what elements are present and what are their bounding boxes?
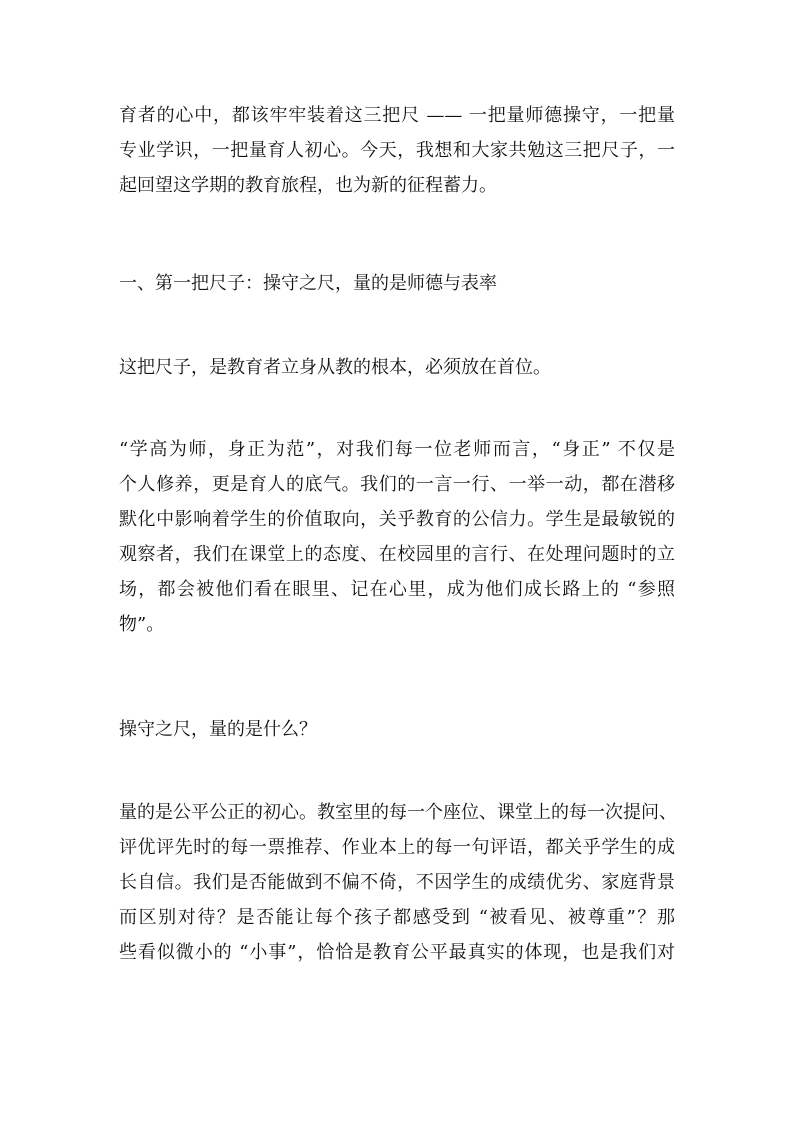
text-line: 些看似微小的 “小事”，恰恰是教育公平最真实的体现，也是我们对	[119, 942, 675, 963]
paragraph-example	[119, 432, 675, 642]
text-line: 育者的心中，都该牢牢装着这三把尺 —— 一把量师德操守，一把量	[119, 105, 675, 126]
section-heading	[119, 266, 675, 301]
text-line: 长自信。我们是否能做到不偏不倚，不因学生的成绩优劣、家庭背景	[119, 872, 675, 893]
text-line: 量的是公平公正的初心。教室里的每一个座位、课堂上的每一次提问、	[119, 802, 677, 823]
paragraph-question	[119, 712, 675, 747]
text-line: 评优评先时的每一票推荐、作业本上的每一句评语，都关乎学生的成	[119, 837, 675, 858]
paragraph-fairness	[119, 795, 675, 970]
paragraph-intro	[119, 98, 675, 203]
text-line: 场，都会被他们看在眼里、记在心里，成为他们成长路上的 “参照	[119, 579, 675, 600]
text-line: “学高为师，身正为范”，对我们每一位老师而言，“身正” 不仅是	[119, 439, 675, 460]
text-line: 操守之尺，量的是什么？	[119, 719, 317, 740]
text-line: 观察者，我们在课堂上的态度、在校园里的言行、在处理问题时的立	[119, 544, 675, 565]
text-line: 起回望这学期的教育旅程，也为新的征程蓄力。	[119, 175, 497, 196]
text-line: 个人修养，更是育人的底气。我们的一言一行、一举一动，都在潜移	[119, 474, 675, 495]
heading-text: 一、第一把尺子：操守之尺，量的是师德与表率	[119, 273, 497, 294]
text-line: 专业学识，一把量育人初心。今天，我想和大家共勉这三把尺子，一	[119, 140, 675, 161]
text-line: 物”。	[119, 614, 165, 635]
text-line: 这把尺子，是教育者立身从教的根本，必须放在首位。	[119, 357, 551, 378]
text-line: 而区别对待？是否能让每个孩子都感受到 “被看见、被尊重”？那	[119, 907, 675, 928]
text-line: 默化中影响着学生的价值取向，关乎教育的公信力。学生是最敏锐的	[119, 509, 675, 530]
paragraph-root	[119, 350, 675, 385]
